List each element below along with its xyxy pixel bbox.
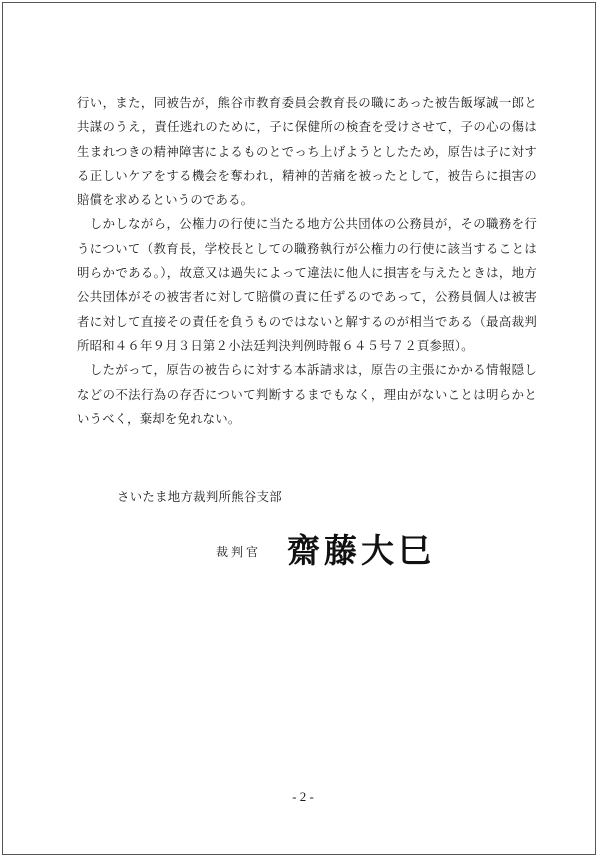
court-name: さいたま地方裁判所熊谷支部 [117,489,282,504]
paragraph-3: したがって，原告の被告らに対する本訴請求は，原告の主張にかかる情報隠しなどの不法行為の存否について判断するまでもなく，理由がないことは明らかというべく，棄却を免れない。 [77,362,537,426]
judge-signature: 齋藤大巳 [287,531,435,570]
paragraph-1: 行い，また，同被告が，熊谷市教育委員会教育長の職にあった被告飯塚誠一郎と共謀のうえ，責任逃れのために，子に保健所の検査を受けさせて，子の心の傷は生まれつきの精神障害によるものとでっち上げようとしたため，原告は子に対する正しいケアをする機会を奪われ，精神的苦痛を被ったとして，被告らに損害の賠償を求めるというのである。 [77,95,537,208]
page-frame [2,2,596,855]
judge-title: 裁判官 [216,545,262,559]
paragraph-2: しかしながら，公権力の行使に当たる地方公共団体の公務員が，その職務を行うについて（教育長，学校長としての職務執行が公権力の行使に該当することは明らかである。），故意又は過失によって違法に他人に損害を与えたときは，地方公共団体がその被害者に対して賠償の責に任ずるのであって，公務員個人は被害者に対して直接その責任を負うものではないと解するのが相当である（最高裁判所昭和４６年９月３日第２小法廷判決判例時報６４５号７２頁参照）。 [77,216,537,353]
document-body [77,91,537,431]
page-number: - 2 - [292,789,314,804]
